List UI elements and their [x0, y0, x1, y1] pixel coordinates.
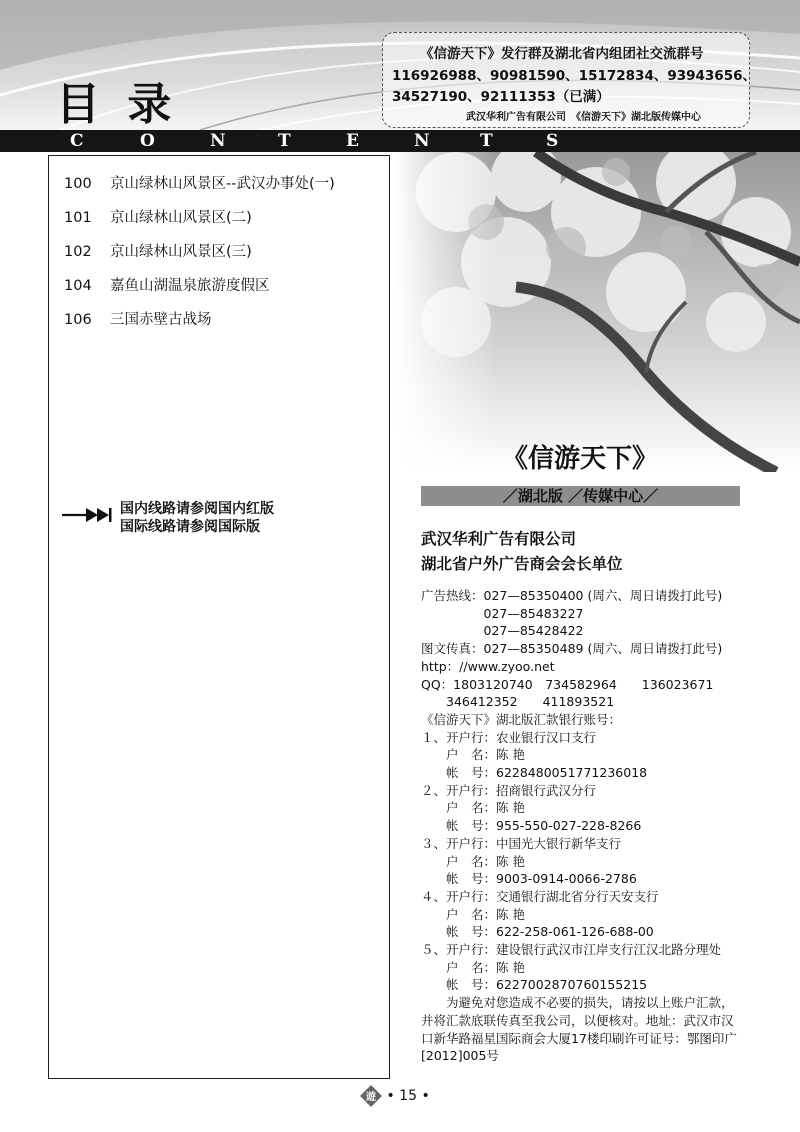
page-number: 15 — [399, 1088, 417, 1104]
group-box-footer: 武汉华利广告有限公司 《信游天下》湖北版传媒中心 — [466, 112, 701, 123]
info-line: ２、开户行：招商银行武汉分行 — [421, 782, 597, 798]
info-line: 帐 号：6227002870760155215 — [421, 977, 648, 993]
info-line: http：//www.zyoo.net — [421, 658, 555, 674]
toc-item-title: 嘉鱼山湖温泉旅游度假区 — [110, 278, 270, 294]
info-line: QQ：1803120740 734582964 136023671 — [421, 676, 714, 692]
company-title: 湖北省户外广告商会会长单位 — [421, 555, 623, 573]
contents-letter: E — [346, 131, 359, 151]
contents-letter: T — [278, 131, 291, 151]
info-line: ５、开户行：建设银行武汉市江岸支行江汉北路分理处 — [421, 942, 722, 957]
toc-item-title: 京山绿林山风景区--武汉办事处(一) — [110, 176, 335, 192]
info-line: ４、开户行：交通银行湖北省分行天安支行 — [421, 888, 659, 904]
toc-page-number: 100 — [64, 176, 92, 192]
toc-item[interactable] — [64, 172, 335, 193]
info-line: 户 名：陈 艳 — [421, 800, 525, 816]
info-line: 346412352 411893521 — [421, 694, 615, 710]
info-line: 图文传真：027—85350489 (周六、周日请拨打此号) — [421, 641, 723, 657]
contents-letter: N — [210, 131, 226, 151]
info-line: 口新华路福星国际商会大厦17楼印刷许可证号：鄂图印广 — [421, 1030, 737, 1046]
info-line: [2012]005号 — [421, 1048, 499, 1064]
international-route-note: 国际线路请参阅国际版 — [120, 519, 260, 535]
info-line: ３、开户行：中国光大银行新华支行 — [421, 835, 622, 851]
magazine-title: 《信游天下》 — [501, 444, 658, 474]
info-line: １、开户行：农业银行汉口支行 — [421, 729, 597, 745]
toc-item-title: 京山绿林山风景区(二) — [110, 210, 252, 226]
contents-letter: N — [414, 131, 430, 151]
info-line: 并将汇款底联传真至我公司，以便核对。地址：武汉市汉 — [421, 1012, 734, 1028]
info-line: 027—85483227 — [421, 605, 584, 621]
info-line: 户 名：陈 艳 — [421, 906, 525, 922]
toc-item[interactable] — [64, 308, 212, 329]
info-line: 户 名：陈 艳 — [421, 853, 525, 869]
info-line: 为避免对您造成不必要的损失，请按以上账户汇款， — [421, 995, 734, 1011]
company-name: 武汉华利广告有限公司 — [421, 530, 577, 548]
info-line: 户 名：陈 艳 — [421, 747, 525, 763]
edition-bar: ／湖北版 ／传媒中心／ — [421, 486, 740, 506]
page-title: 目 录 — [56, 79, 178, 130]
contents-letter: O — [140, 131, 155, 151]
domestic-route-note: 国内线路请参阅国内红版 — [120, 501, 274, 517]
toc-item[interactable] — [64, 240, 252, 261]
info-line: 户 名：陈 艳 — [421, 959, 525, 975]
toc-page-number: 104 — [64, 278, 92, 294]
contents-letter: T — [480, 131, 493, 151]
group-numbers: 116926988、90981590、15172834、93943656、 — [392, 68, 756, 84]
contents-letter: S — [546, 131, 559, 151]
diamond-badge-icon — [360, 1085, 382, 1107]
group-numbers-full: 34527190、92111353（已满） — [392, 89, 610, 105]
page-footer: 遊 • 15 • — [360, 1085, 430, 1107]
info-line: 027—85428422 — [421, 623, 584, 639]
badge-glyph: 遊 — [366, 1092, 376, 1103]
info-line: 《信游天下》湖北版汇款银行账号： — [421, 711, 622, 727]
toc-page-number: 101 — [64, 210, 92, 226]
toc-item[interactable] — [64, 206, 252, 227]
toc-item-title: 三国赤壁古战场 — [110, 312, 212, 328]
info-line: 帐 号：955-550-027-228-8266 — [421, 818, 642, 834]
toc-item-title: 京山绿林山风景区(三) — [110, 244, 252, 260]
toc-page-number: 102 — [64, 244, 92, 260]
info-line: 帐 号：6228480051771236018 — [421, 765, 648, 780]
toc-item[interactable] — [64, 274, 270, 295]
info-line: 广告热线：027—85350400 (周六、周日请拨打此号) — [421, 588, 723, 603]
toc-page-number: 106 — [64, 312, 92, 328]
info-line: 帐 号：622-258-061-126-688-00 — [421, 924, 654, 940]
info-line: 帐 号：9003-0914-0066-2786 — [421, 871, 637, 887]
contents-bar — [0, 130, 800, 152]
tree-photo — [396, 152, 800, 472]
arrow-right-icon — [62, 507, 114, 523]
contents-letter: C — [70, 131, 84, 151]
group-box-heading: 《信游天下》发行群及湖北省内组团社交流群号 — [420, 46, 704, 62]
